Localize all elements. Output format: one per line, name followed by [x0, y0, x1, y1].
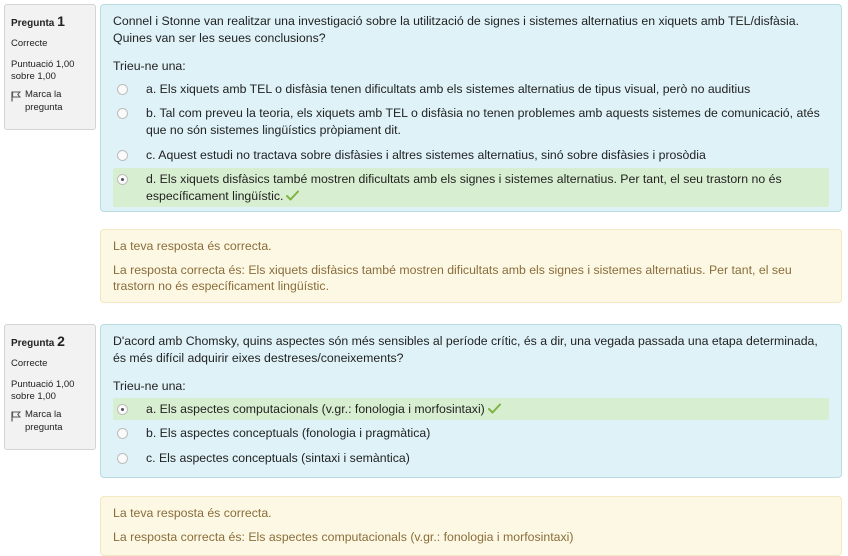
- radio-button-checked[interactable]: [117, 404, 128, 415]
- answer-prompt: Trieu-ne una:: [113, 59, 186, 74]
- question-grade: [11, 379, 89, 404]
- flag-icon: [11, 411, 21, 422]
- radio-button[interactable]: [117, 428, 128, 439]
- question-state: Correcte: [11, 38, 48, 50]
- question-formulation: [100, 4, 842, 212]
- question-number-value: 1: [57, 13, 65, 29]
- answer-option-a[interactable]: [113, 78, 829, 101]
- check-icon: [488, 403, 501, 414]
- question-number: [11, 12, 89, 30]
- question-number: [11, 332, 89, 350]
- question-text: Connel i Stonne van realitzar una investigació sobre la utilització de signes i sistemes alternatius en xiquets amb TEL/disfàsia. Quines van ser les seues conclusions?: [113, 14, 800, 45]
- question-info: [4, 324, 96, 450]
- flag-question-button[interactable]: [11, 89, 89, 114]
- option-text-wrapper: [146, 171, 821, 204]
- answer-option-a[interactable]: [113, 398, 829, 421]
- answer-option-c[interactable]: [113, 144, 829, 167]
- option-text-wrapper: [146, 401, 821, 418]
- question-label: Pregunta: [11, 18, 55, 29]
- check-icon: [286, 190, 299, 201]
- radio-button[interactable]: [117, 108, 128, 119]
- grade-score: Puntuació 1,00: [11, 58, 75, 70]
- option-text: d. Els xiquets disfàsics també mostren dificultats amb els signes i sistemes alternatius. Per tant, el seu trastorn no és específicament lingüístic.: [146, 172, 782, 203]
- radio-button[interactable]: [117, 453, 128, 464]
- radio-button-checked[interactable]: [117, 174, 128, 185]
- option-text: b. Els aspectes conceptuals (fonologia i pragmàtica): [146, 426, 431, 441]
- radio-button[interactable]: [117, 150, 128, 161]
- feedback-text: La teva resposta és correcta.: [113, 506, 272, 520]
- answer-options: [113, 398, 829, 470]
- option-text: c. Els aspectes conceptuals (sintaxi i semàntica): [146, 450, 410, 465]
- grade-max: sobre 1,00: [11, 390, 56, 402]
- flag-question-button[interactable]: [11, 409, 89, 434]
- flag-label: Marca la pregunta: [25, 409, 63, 433]
- answer-options: [113, 78, 829, 208]
- right-answer-text: La resposta correcta és: Els aspectes computacionals (v.gr.: fonologia i morfosintaxi): [113, 529, 574, 544]
- answer-prompt: Trieu-ne una:: [113, 379, 186, 394]
- answer-option-d[interactable]: [113, 168, 829, 207]
- question-formulation: [100, 324, 842, 478]
- answer-option-b[interactable]: [113, 102, 829, 141]
- answer-option-b[interactable]: [113, 422, 829, 445]
- question-state: Correcte: [11, 358, 48, 370]
- question-info: [4, 4, 96, 130]
- question-outcome: [100, 229, 842, 303]
- option-text: a. Els aspectes computacionals (v.gr.: fonologia i morfosintaxi): [146, 401, 485, 416]
- option-text: c. Aquest estudi no tractava sobre disfàsies i altres sistemes alternatius, sinó sobre disfàsies i prosòdia: [146, 147, 706, 162]
- question-number-value: 2: [57, 333, 65, 349]
- question-outcome: [100, 496, 842, 556]
- question-label: Pregunta: [11, 338, 55, 349]
- flag-icon: [11, 91, 21, 102]
- flag-label: Marca la pregunta: [25, 89, 63, 113]
- grade-max: sobre 1,00: [11, 70, 56, 82]
- radio-button[interactable]: [117, 84, 128, 95]
- question-grade: [11, 59, 89, 84]
- feedback-text: La teva resposta és correcta.: [113, 239, 272, 253]
- grade-score: Puntuació 1,00: [11, 378, 75, 390]
- answer-option-c[interactable]: [113, 447, 829, 470]
- right-answer-text: La resposta correcta és: Els xiquets disfàsics també mostren dificultats amb els signes i sistemes alternatius. Per tant, el seu trastorn no és específicament lingüístic.: [113, 262, 792, 294]
- question-text: D'acord amb Chomsky, quins aspectes són més sensibles al període crític, és a dir, una vegada passada una etapa determinada, és més difícil adquirir eixes destreses/coneixements?: [113, 334, 818, 365]
- option-text: b. Tal com preveu la teoria, els xiquets amb TEL o disfàsia no tenen problemes amb aquests sistemes de comunicació, atés que no són sistemes lingüístics pròpiament dit.: [146, 106, 820, 137]
- option-text: a. Els xiquets amb TEL o disfàsia tenen dificultats amb els sistemes alternatius de tipus visual, però no auditius: [146, 81, 751, 96]
